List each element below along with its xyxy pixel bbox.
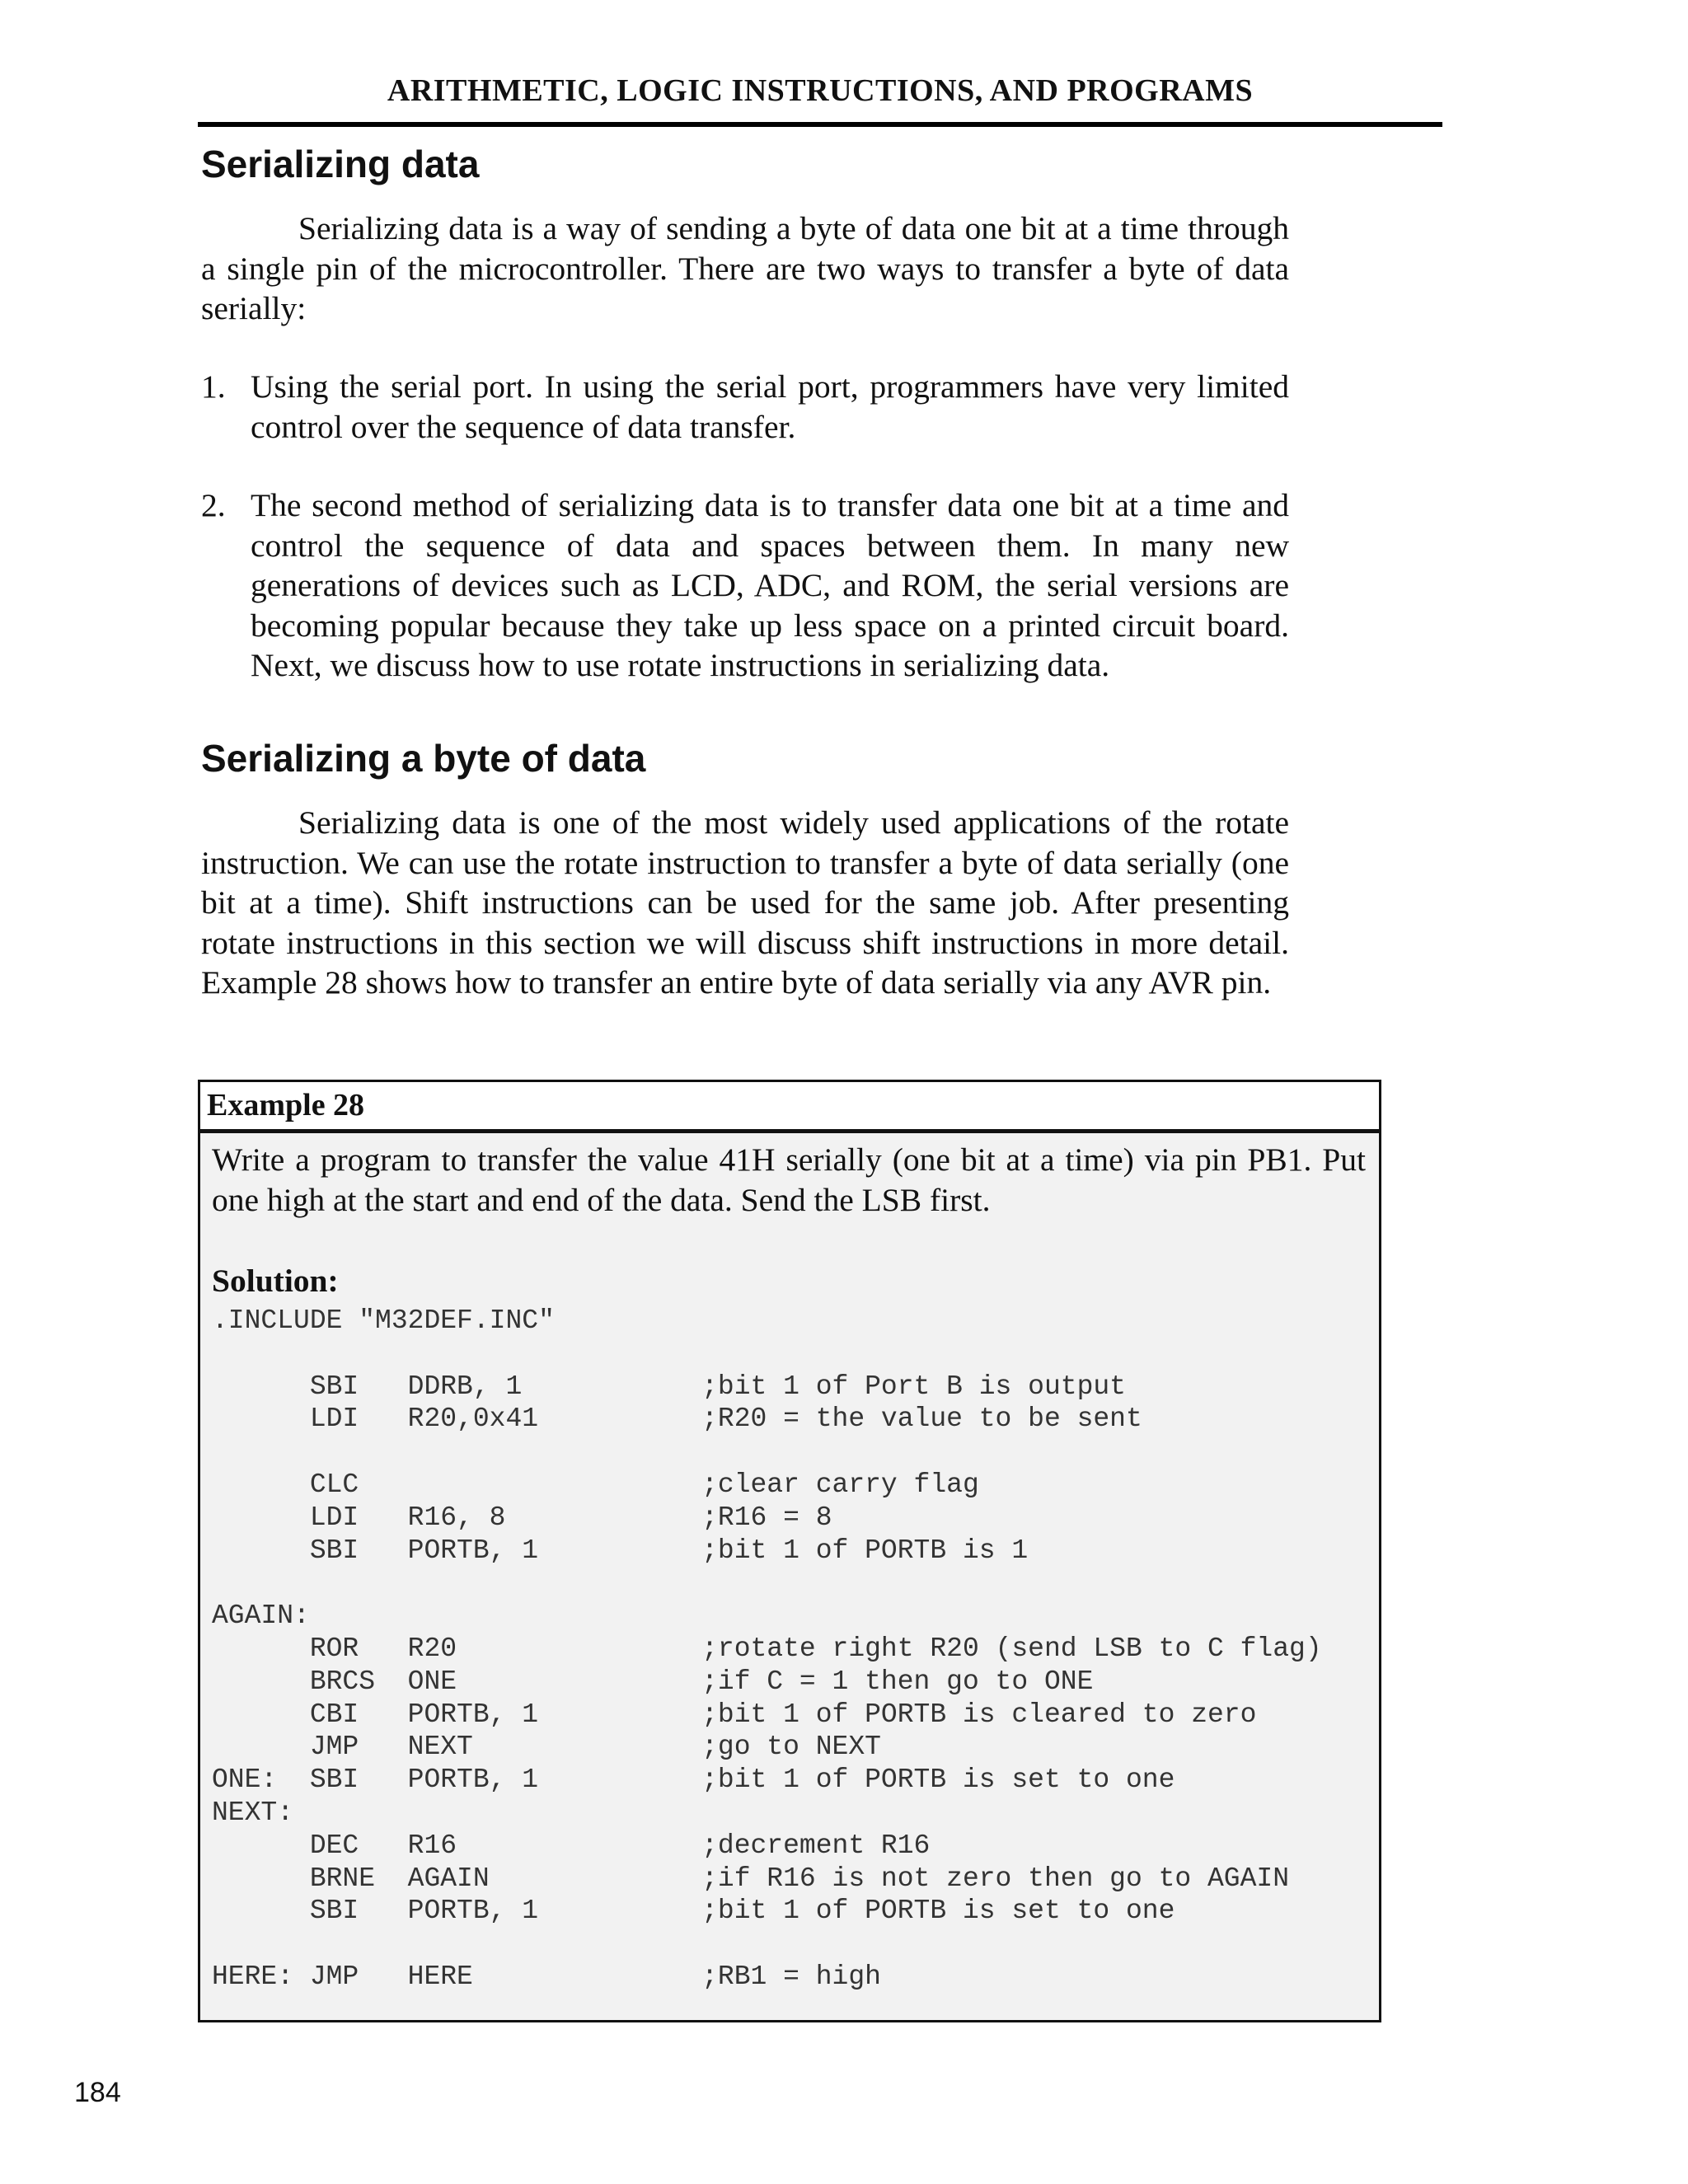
code-line: JMP NEXT ;go to NEXT [212, 1732, 881, 1763]
example-box [198, 1080, 1381, 2022]
example-title: Example 28 [207, 1088, 365, 1122]
list-number: 1. [201, 368, 226, 405]
running-head: ARITHMETIC, LOGIC INSTRUCTIONS, AND PROGRAMS [387, 73, 1254, 108]
code-line: NEXT: [212, 1797, 294, 1828]
code-line: AGAIN: [212, 1601, 310, 1632]
code-line [212, 1436, 1322, 1469]
section-heading-serializing-a-byte: Serializing a byte of data [201, 737, 646, 780]
code-line: BRNE AGAIN ;if R16 is not zero then go to AGAIN [212, 1863, 1290, 1894]
list-item-2 [201, 485, 1289, 686]
code-line [212, 1338, 1322, 1371]
list-item-1 [201, 367, 1289, 447]
list-item-text: The second method of serializing data is to transfer data one bit at a time and control the sequence of data and spaces between them. In many new generations of devices such as LCD, ADC, and ROM, the serial versions are becoming popular because they take up less space on a printed circuit board. Next, we discuss how to use rotate instructions in serializing data. [251, 487, 1289, 683]
code-line: HERE: JMP HERE ;RB1 = high [212, 1961, 881, 1992]
code-line: SBI PORTB, 1 ;bit 1 of PORTB is 1 [212, 1535, 1029, 1566]
code-line: BRCS ONE ;if C = 1 then go to ONE [212, 1666, 1094, 1697]
intro-paragraph: Serializing data is a way of sending a byte of data one bit at a time through a single pin of the microcontroller. There are two ways to transfer a byte of data serially: [201, 210, 1289, 326]
code-line: ONE: SBI PORTB, 1 ;bit 1 of PORTB is set to one [212, 1765, 1175, 1796]
code-line: DEC R16 ;decrement R16 [212, 1830, 931, 1861]
code-line: .INCLUDE "M32DEF.INC" [212, 1305, 555, 1336]
example-title-bar [200, 1082, 1379, 1133]
example-question: Write a program to transfer the value 41H serially (one bit at a time) via pin PB1. Put one high at the start and end of the data. Send the LSB first. [212, 1141, 1366, 1218]
section-heading-serializing-data: Serializing data [201, 143, 480, 185]
body-paragraph: Serializing data is one of the most widely used applications of the rotate instruction. We can use the rotate instruction to transfer a byte of data serially (one bit at a time). Shift instructions can be used for the same job. After presenting rotate instructions in this section we will discuss shift instructions in more detail. Example 28 shows how to transfer an entire byte of data serially via any AVR pin. [201, 804, 1289, 1001]
header-rule [198, 122, 1442, 127]
code-line [212, 1928, 1322, 1961]
code-line: ROR R20 ;rotate right R20 (send LSB to C flag) [212, 1633, 1322, 1664]
code-line: SBI DDRB, 1 ;bit 1 of Port B is output [212, 1371, 1126, 1402]
code-line: SBI PORTB, 1 ;bit 1 of PORTB is set to one [212, 1896, 1175, 1927]
list-item-text: Using the serial port. In using the serial port, programmers have very limited control over the sequence of data transfer. [251, 368, 1289, 445]
page-number: 184 [74, 2077, 121, 2108]
code-line [212, 1567, 1322, 1600]
list-number: 2. [201, 487, 226, 523]
code-line: LDI R16, 8 ;R16 = 8 [212, 1502, 832, 1533]
code-listing [212, 1305, 1322, 1994]
solution-label: Solution: [212, 1263, 339, 1299]
code-line: CLC ;clear carry flag [212, 1469, 979, 1500]
code-line: CBI PORTB, 1 ;bit 1 of PORTB is cleared to zero [212, 1699, 1257, 1730]
code-line: LDI R20,0x41 ;R20 = the value to be sent [212, 1404, 1142, 1435]
